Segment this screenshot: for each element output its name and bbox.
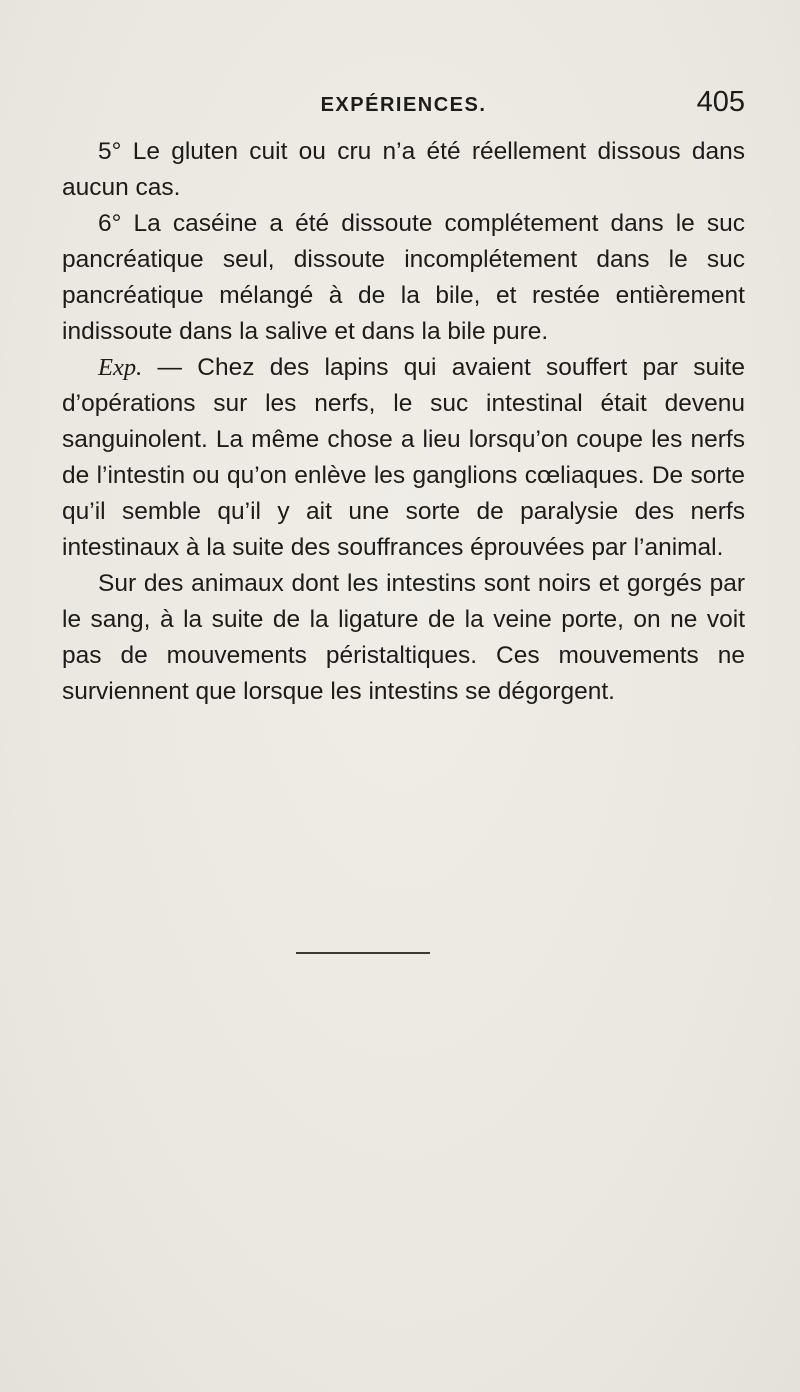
section-divider	[296, 952, 430, 954]
running-head: EXPÉRIENCES.	[320, 94, 487, 116]
body-text	[62, 134, 745, 710]
paragraph-caseine	[62, 206, 745, 350]
page-number: 405	[696, 86, 745, 118]
paragraph-text: 5° Le gluten cuit ou cru n’a été réellement dissous dans aucun cas.	[62, 138, 745, 201]
experiment-label: Exp.	[98, 354, 143, 381]
paragraph-text: 6° La caséine a été dissoute complétement dans le suc pancréatique seul, dissoute incomplétement dans le suc pancréatique mélangé à de la bile, et restée entièrement indissoute dans la salive et dans la bile pure.	[62, 210, 745, 345]
paragraph-gluten	[62, 134, 745, 206]
paragraph-text: — Chez des lapins qui avaient souffert par suite d’opérations sur les nerfs, le suc intestinal était devenu sanguinolent. La même chose a lieu lorsqu’on coupe les nerfs de l’intestin ou qu’on enlève les ganglions cœliaques. De sorte qu’il semble qu’il y ait une sorte de paralysie des nerfs intestinaux à la suite des souffrances éprouvées par l’animal.	[62, 354, 745, 561]
paragraph-animaux	[62, 566, 745, 710]
page-header	[62, 86, 745, 126]
paragraph-experiment	[62, 350, 745, 566]
paragraph-text: Sur des animaux dont les intestins sont noirs et gorgés par le sang, à la suite de la ligature de la veine porte, on ne voit pas de mouvements péristaltiques. Ces mouvements ne surviennent que lorsque les intestins se dégorgent.	[62, 570, 745, 705]
